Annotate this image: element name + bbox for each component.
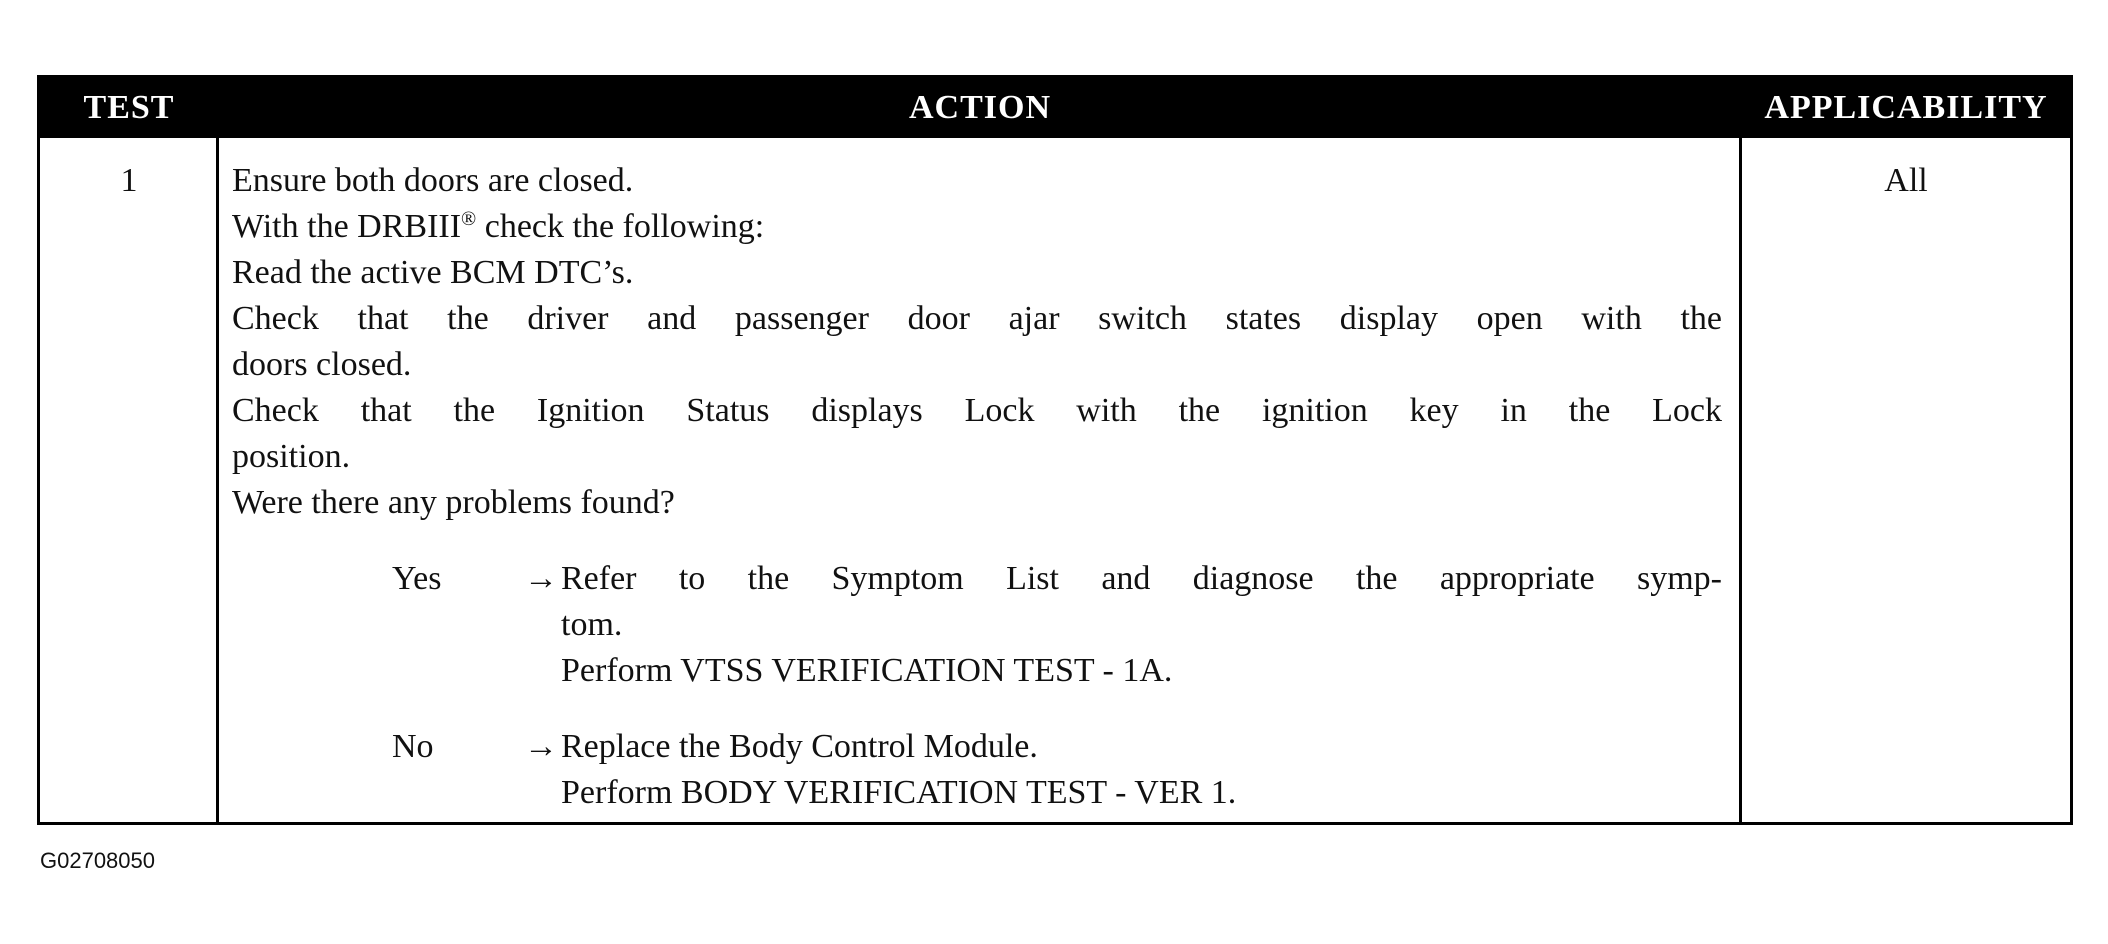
- action-cell: [232, 158, 1722, 816]
- header-test: TEST: [83, 89, 175, 126]
- arrow-icon: →: [524, 560, 558, 597]
- outcome-line: Perform BODY VERIFICATION TEST - VER 1.: [561, 774, 1237, 811]
- outcome-yes-text: [561, 556, 1722, 694]
- outcome-line: tom.: [561, 606, 623, 643]
- applicability-value: All: [1884, 162, 1928, 199]
- outcome-line: Refer to the Symptom List and diagnose the appropriate symp-: [561, 560, 1722, 597]
- action-line: Ensure both doors are closed.: [232, 162, 634, 199]
- action-line: Were there any problems found?: [232, 484, 675, 521]
- table-header-row: [40, 78, 2070, 138]
- header-applicability: APPLICABILITY: [1764, 89, 2048, 126]
- outcome-line: Replace the Body Control Module.: [561, 728, 1038, 765]
- action-line: position.: [232, 438, 351, 475]
- action-text: With the DRBIII: [232, 208, 462, 245]
- outcome-no-label: No: [392, 728, 434, 765]
- figure-code: G02708050: [40, 848, 155, 873]
- outcome-line: Perform VTSS VERIFICATION TEST - 1A.: [561, 652, 1173, 689]
- action-line: [232, 204, 1722, 250]
- action-line: Read the active BCM DTC’s.: [232, 254, 634, 291]
- registered-mark: ®: [461, 208, 477, 230]
- header-action: ACTION: [908, 89, 1052, 126]
- test-number: 1: [120, 162, 138, 199]
- outcome-yes: [232, 556, 1722, 694]
- column-divider: [216, 138, 219, 822]
- outcome-no: [232, 724, 1722, 816]
- action-line: Check that the Ignition Status displays Lock with the ignition key in the Lock: [232, 392, 1722, 429]
- outcome-no-text: [561, 724, 1722, 816]
- outcome-yes-label: Yes: [392, 560, 442, 597]
- action-text: check the following:: [476, 208, 765, 245]
- action-line: doors closed.: [232, 346, 412, 383]
- diagnostic-test-table: [37, 75, 2073, 825]
- arrow-icon: →: [524, 728, 558, 765]
- column-divider: [1739, 138, 1742, 822]
- action-line: Check that the driver and passenger door ajar switch states display open with the: [232, 300, 1722, 337]
